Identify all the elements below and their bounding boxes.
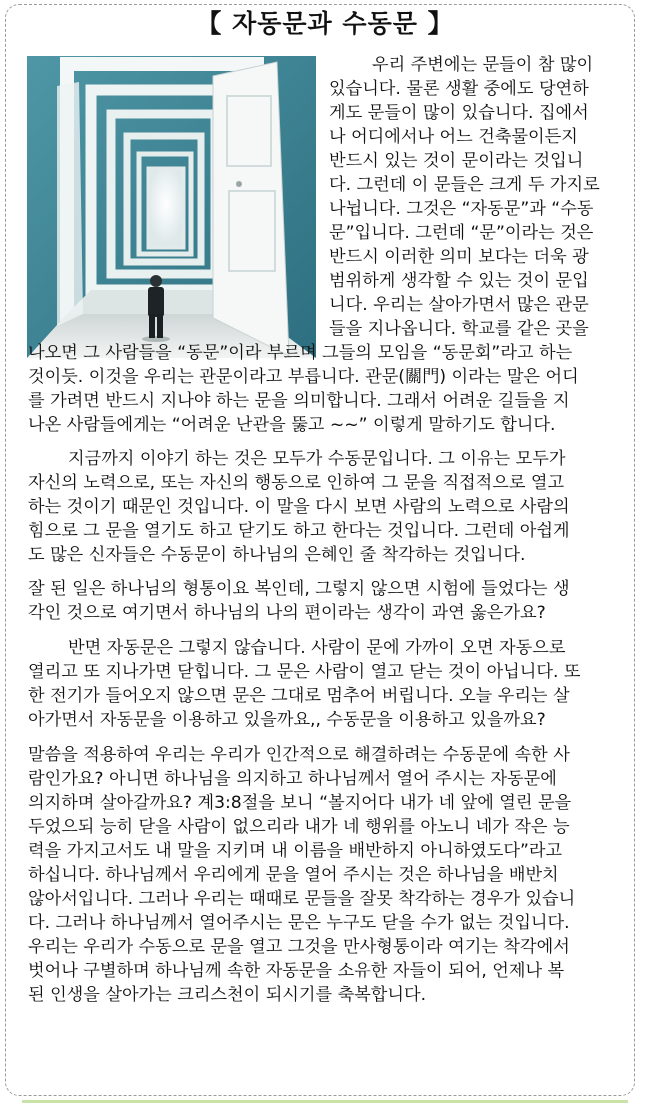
doors-illustration [27, 56, 316, 358]
text-line: 를 가려면 반드시 지나야 하는 문을 의미합니다. 그래서 어려운 길들을 지 [28, 391, 570, 411]
text-line: 반드시 있는 것이 문이라는 것입니 [329, 151, 584, 171]
text-line: 나뉩니다. 그것은 “자동문”과 “수동 [329, 199, 594, 219]
text-line: 하는 것이기 때문인 것입니다. 이 말을 다시 보면 사람의 노력으로 사람의 [28, 497, 570, 517]
text-line: 나오면 그 사람들을 “동문”이라 부르며 그들의 모임을 “동문회”라고 하는 [28, 343, 573, 363]
text-line: 하십니다. 하나님께서 우리에게 문을 열어 주시는 것은 하나님을 배반치 [28, 865, 559, 885]
doorway-photo [27, 56, 316, 358]
text-line: 다. 그러나 하나님께서 열어주시는 문은 누구도 닫을 수가 없는 것입니다. [28, 913, 570, 933]
text-line: 반면 자동문은 그렇지 않습니다. 사람이 문에 가까이 오면 자동으로 [68, 638, 566, 658]
text-line: 나온 사람들에게는 “어려운 난관을 뚫고 ~~” 이렇게 말하기도 합니다. [28, 415, 556, 435]
text-line: 우리 주변에는 문들이 참 많이 [372, 55, 594, 75]
text-line: 말씀을 적용하여 우리는 우리가 인간적으로 해결하려는 수동문에 속한 사 [28, 745, 570, 765]
text-line: 람인가요? 아니면 하나님을 의지하고 하나님께서 열어 주시는 자동문에 [28, 769, 557, 789]
text-line: 범위하게 생각할 수 있는 것이 문입 [329, 271, 589, 291]
text-line: 힘으로 그 문을 열기도 하고 닫기도 하고 한다는 것입니다. 그런데 아쉽게 [28, 521, 570, 541]
text-line: 두었으되 능히 닫을 사람이 없으리라 내가 네 행위를 아노니 네가 작은 능 [28, 817, 570, 837]
text-line: 나 어디에서나 어느 건축물이든지 [329, 127, 578, 147]
text-line: 벗어나 구별하며 하나님께 속한 자동문을 소유한 자들이 되어, 언제나 복 [28, 961, 565, 981]
page-title: 【 자동문과 수동문 】 [196, 9, 454, 38]
text-line: 된 인생을 살아가는 크리스천이 되시기를 축복합니다. [28, 985, 427, 1005]
text-line: 우리는 우리가 수동으로 문을 열고 그것을 만사형통이라 여기는 착각에서 [28, 937, 570, 957]
text-line: 반드시 이러한 의미 보다는 더욱 광 [329, 247, 589, 267]
text-line: 있습니다. 물론 생활 중에도 당연하 [329, 79, 589, 99]
text-line: 열리고 또 지나가면 닫힙니다. 그 문은 사람이 열고 닫는 것이 아닙니다. 또 [28, 662, 581, 682]
text-line: 지금까지 이야기 하는 것은 모두가 수동문입니다. 그 이유는 모두가 [68, 449, 566, 469]
text-line: 들을 지나옵니다. 학교를 같은 곳을 [329, 319, 589, 339]
text-line: 각인 것으로 여기면서 하나님의 나의 편이라는 생각이 과연 옳은가요? [28, 603, 546, 623]
text-line: 문”입니다. 그런데 “문”이라는 것은 [329, 223, 594, 243]
text-line: 잘 된 일은 하나님의 형통이요 복인데, 그렇지 않으면 시험에 들었다는 생 [28, 579, 570, 599]
text-line: 자신의 노력으로, 또는 자신의 행동으로 인하여 그 문을 직접적으로 열고 [28, 473, 565, 493]
text-line: 게도 문들이 많이 있습니다. 집에서 [329, 103, 589, 123]
text-line: 니다. 우리는 살아가면서 많은 관문 [329, 295, 589, 315]
text-line: 아가면서 자동문을 이용하고 있을까요,, 수동문을 이용하고 있을까요? [28, 710, 546, 730]
text-line: 것이듯. 이것을 우리는 관문이라고 부릅니다. 관문(關門) 이라는 말은 어디 [28, 367, 579, 387]
bottom-divider [22, 1100, 628, 1103]
text-line: 의지하며 살아갈까요? 계3:8절을 보니 “볼지어다 내가 네 앞에 열린 문을 [28, 793, 572, 813]
text-line: 않아서입니다. 그러나 우리는 때때로 문들을 잘못 착각하는 경우가 있습니 [28, 889, 576, 909]
text-line: 력을 가지고서도 내 말을 지키며 내 이름을 배반하지 아니하였도다”라고 [28, 841, 563, 861]
text-line: 다. 그런데 이 문들은 크게 두 가지로 [329, 175, 600, 195]
text-line: 한 전기가 들어오지 않으면 문은 그대로 멈추어 버립니다. 오늘 우리는 살 [28, 686, 570, 706]
text-line: 도 많은 신자들은 수동문이 하나님의 은혜인 줄 착각하는 것입니다. [28, 545, 526, 565]
